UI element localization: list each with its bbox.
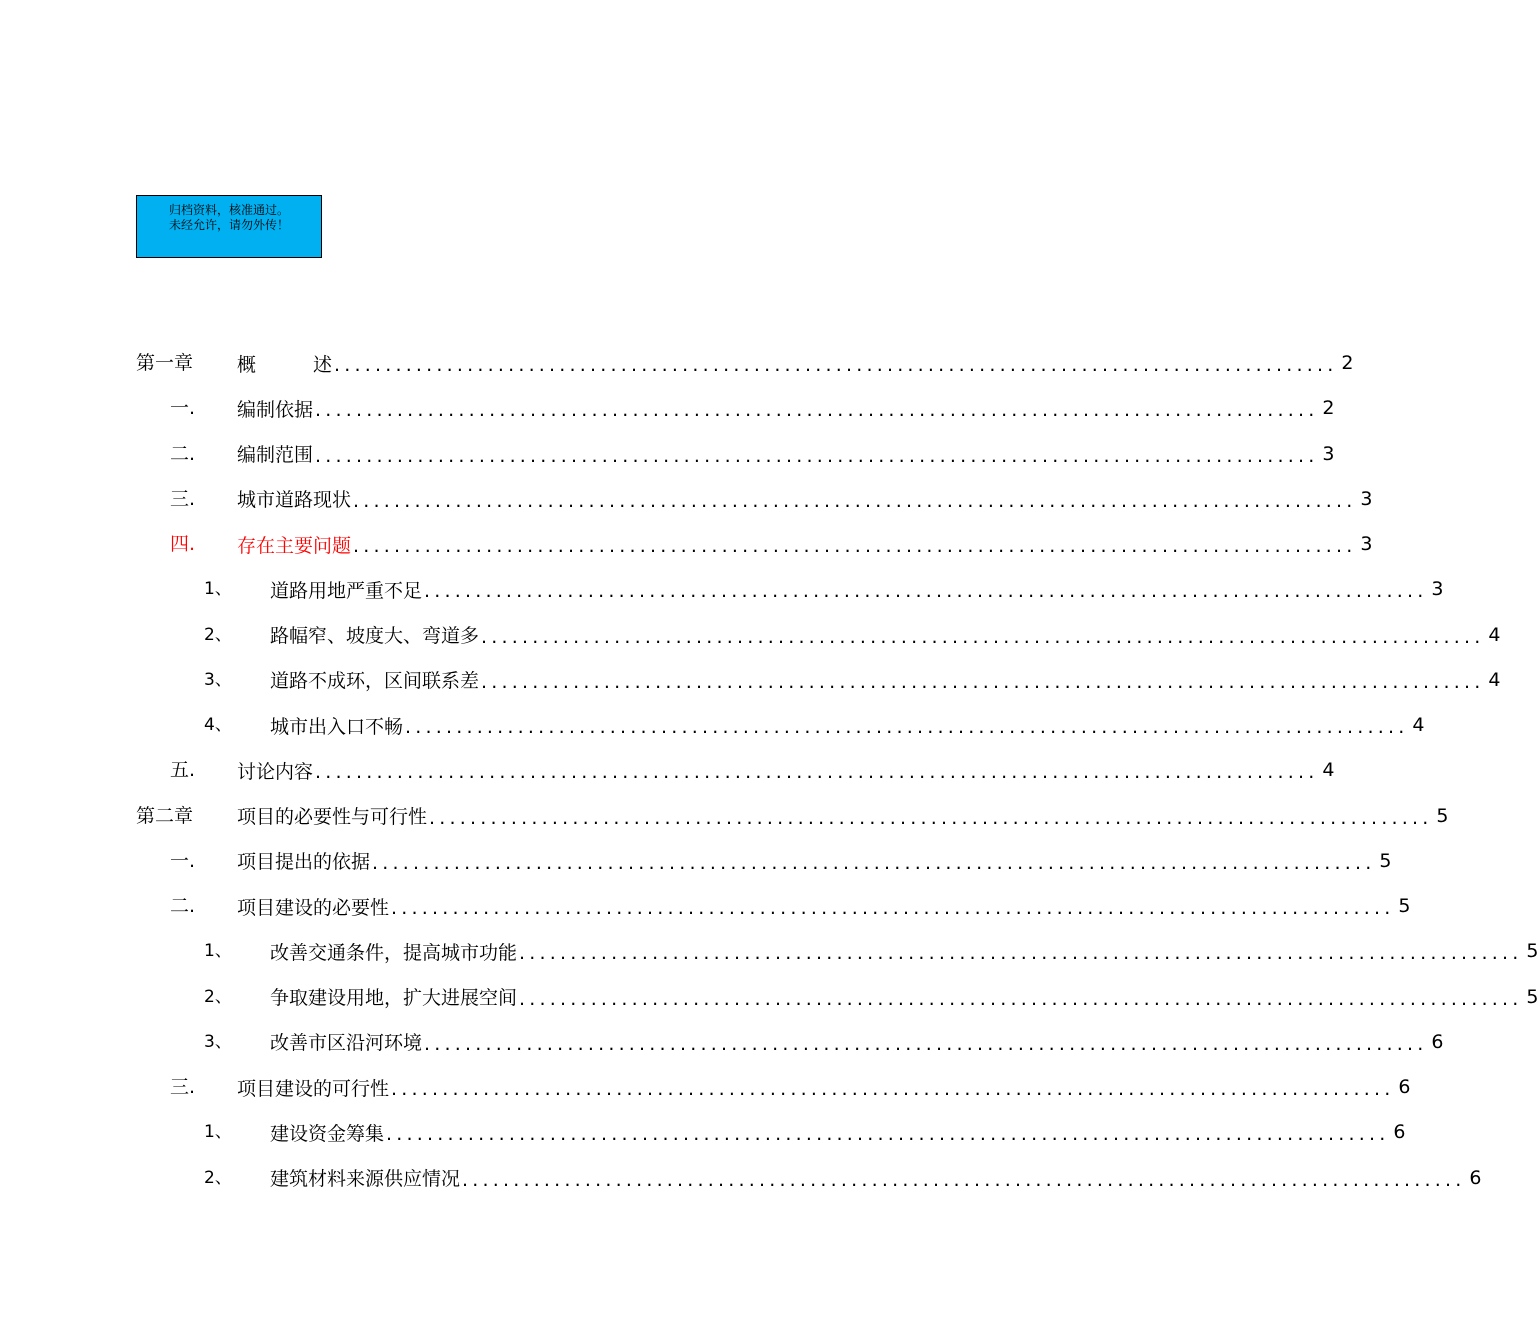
toc-entry[interactable] [204,710,1425,740]
toc-entry-title: 编制范围 [237,444,314,466]
toc-entry-title: 改善交通条件，提高城市功能 [270,941,518,964]
toc-dot-leader: .................................................................................................. [424,1032,1428,1055]
toc-dot-leader: .................................................................................................. [481,670,1485,693]
toc-entry[interactable] [204,1163,1482,1193]
toc-dot-leader: .................................................................................................. [481,625,1485,648]
toc-entry[interactable] [204,1027,1444,1057]
toc-dot-leader: .................................................................................................. [353,489,1357,512]
toc-entry-number: 二. [170,442,196,465]
toc-dot-leader: .................................................................................................. [405,716,1409,738]
toc-dot-leader: .................................................................................................. [353,535,1357,557]
toc-entry-number: 2、 [204,624,232,645]
toc-entry-page-number: 6 [1431,1030,1444,1053]
toc-entry-number: 二. [170,895,196,917]
toc-entry-number: 1、 [204,579,232,600]
toc-entry-page-number: 5 [1526,985,1539,1008]
toc-entry-title: 存在主要问题 [237,534,352,557]
toc-entry-title: 改善市区沿河环境 [270,1032,423,1055]
toc-entry-number: 一. [170,849,196,872]
toc-entry-page-number: 4 [1488,668,1501,691]
toc-dot-leader: .................................................................................................. [519,987,1523,1010]
archive-stamp [136,195,322,258]
toc-entry-page-number: 2 [1322,397,1335,420]
toc-entry-number: 1、 [204,941,232,962]
toc-entry-number: 第二章 [136,804,194,827]
toc-entry-number: 一. [170,397,196,420]
toc-dot-leader: .................................................................................................. [391,897,1395,919]
toc-entry-title: 道路用地严重不足 [270,579,423,602]
toc-entry-page-number: 5 [1526,940,1539,963]
toc-entry-title: 道路不成环，区间联系差 [270,670,480,693]
toc-entry-number: 三. [170,487,196,510]
stamp-line-2: 未经允许，请勿外传！ [168,218,289,232]
toc-entry[interactable] [170,529,1373,559]
toc-dot-leader: .................................................................................................. [462,1168,1466,1191]
toc-dot-leader: .................................................................................................. [372,851,1376,874]
toc-entry-page-number: 5 [1379,849,1392,872]
toc-entry[interactable] [204,665,1501,695]
toc-entry-title: 建设资金筹集 [270,1122,385,1145]
toc-entry-page-number: 3 [1360,533,1373,555]
toc-entry-page-number: 4 [1488,623,1501,646]
stamp-line-1: 归档资料，核准通过。 [168,203,289,217]
toc-entry-title: 城市道路现状 [237,489,352,512]
toc-dot-leader: .................................................................................................. [386,1123,1390,1146]
toc-entry-title: 编制依据 [237,398,314,421]
toc-entry[interactable] [170,439,1335,469]
toc-entry-page-number: 6 [1469,1166,1482,1189]
toc-entry-title: 建筑材料来源供应情况 [270,1168,461,1190]
toc-entry[interactable] [204,936,1539,966]
toc-entry[interactable] [136,801,1449,831]
toc-entry[interactable] [170,755,1335,785]
toc-entry-number: 五. [170,759,196,782]
toc-dot-leader: .................................................................................................. [391,1078,1395,1100]
toc-entry-page-number: 5 [1398,895,1411,917]
toc-entry-title: 争取建设用地，扩大进展空间 [270,987,518,1009]
toc-entry-title: 项目提出的依据 [237,851,371,874]
toc-entry-number: 4、 [204,715,232,735]
toc-dot-leader: .................................................................................................. [424,580,1428,603]
toc-entry-number: 2、 [204,1167,232,1188]
toc-entry[interactable] [136,348,1354,378]
toc-entry-number: 四. [170,533,196,555]
toc-entry-page-number: 6 [1398,1076,1411,1098]
toc-entry[interactable] [170,484,1373,514]
toc-entry-number: 第一章 [136,352,194,374]
toc-entry-number: 3、 [204,669,232,690]
toc-dot-leader: .................................................................................................. [429,806,1433,829]
toc-entry-number: 3、 [204,1031,232,1052]
toc-entry[interactable] [204,982,1539,1012]
toc-entry-page-number: 4 [1322,759,1335,782]
toc-entry[interactable] [170,1072,1411,1102]
toc-entry-page-number: 2 [1341,352,1354,374]
toc-entry[interactable] [170,891,1411,921]
toc-entry-page-number: 5 [1436,804,1449,827]
toc-dot-leader: .................................................................................................. [315,399,1319,422]
toc-entry-title: 讨论内容 [237,760,314,783]
toc-entry-number: 三. [170,1076,196,1098]
toc-entry-title: 项目建设的必要性 [237,896,390,919]
toc-dot-leader: .................................................................................................. [315,761,1319,784]
toc-dot-leader: .................................................................................................. [334,354,1338,376]
toc-entry[interactable] [204,1117,1406,1147]
toc-entry-title: 概 述 [237,353,333,376]
toc-entry-page-number: 3 [1322,442,1335,465]
toc-entry-title: 路幅窄、坡度大、弯道多 [270,625,480,647]
toc-entry-page-number: 6 [1393,1121,1406,1144]
toc-entry[interactable] [204,620,1501,650]
toc-entry-number: 2、 [204,986,232,1007]
toc-entry-title: 城市出入口不畅 [270,715,404,738]
toc-entry[interactable] [170,846,1392,876]
toc-entry[interactable] [204,574,1444,604]
toc-dot-leader: .................................................................................................. [315,444,1319,467]
toc-entry-page-number: 3 [1360,487,1373,510]
toc-entry-title: 项目建设的可行性 [237,1077,390,1100]
toc-entry-page-number: 3 [1431,578,1444,601]
toc-entry[interactable] [170,393,1335,423]
toc-dot-leader: .................................................................................................. [519,942,1523,965]
toc-entry-title: 项目的必要性与可行性 [237,806,428,828]
toc-entry-page-number: 4 [1412,714,1425,736]
toc-entry-number: 1、 [204,1122,232,1143]
